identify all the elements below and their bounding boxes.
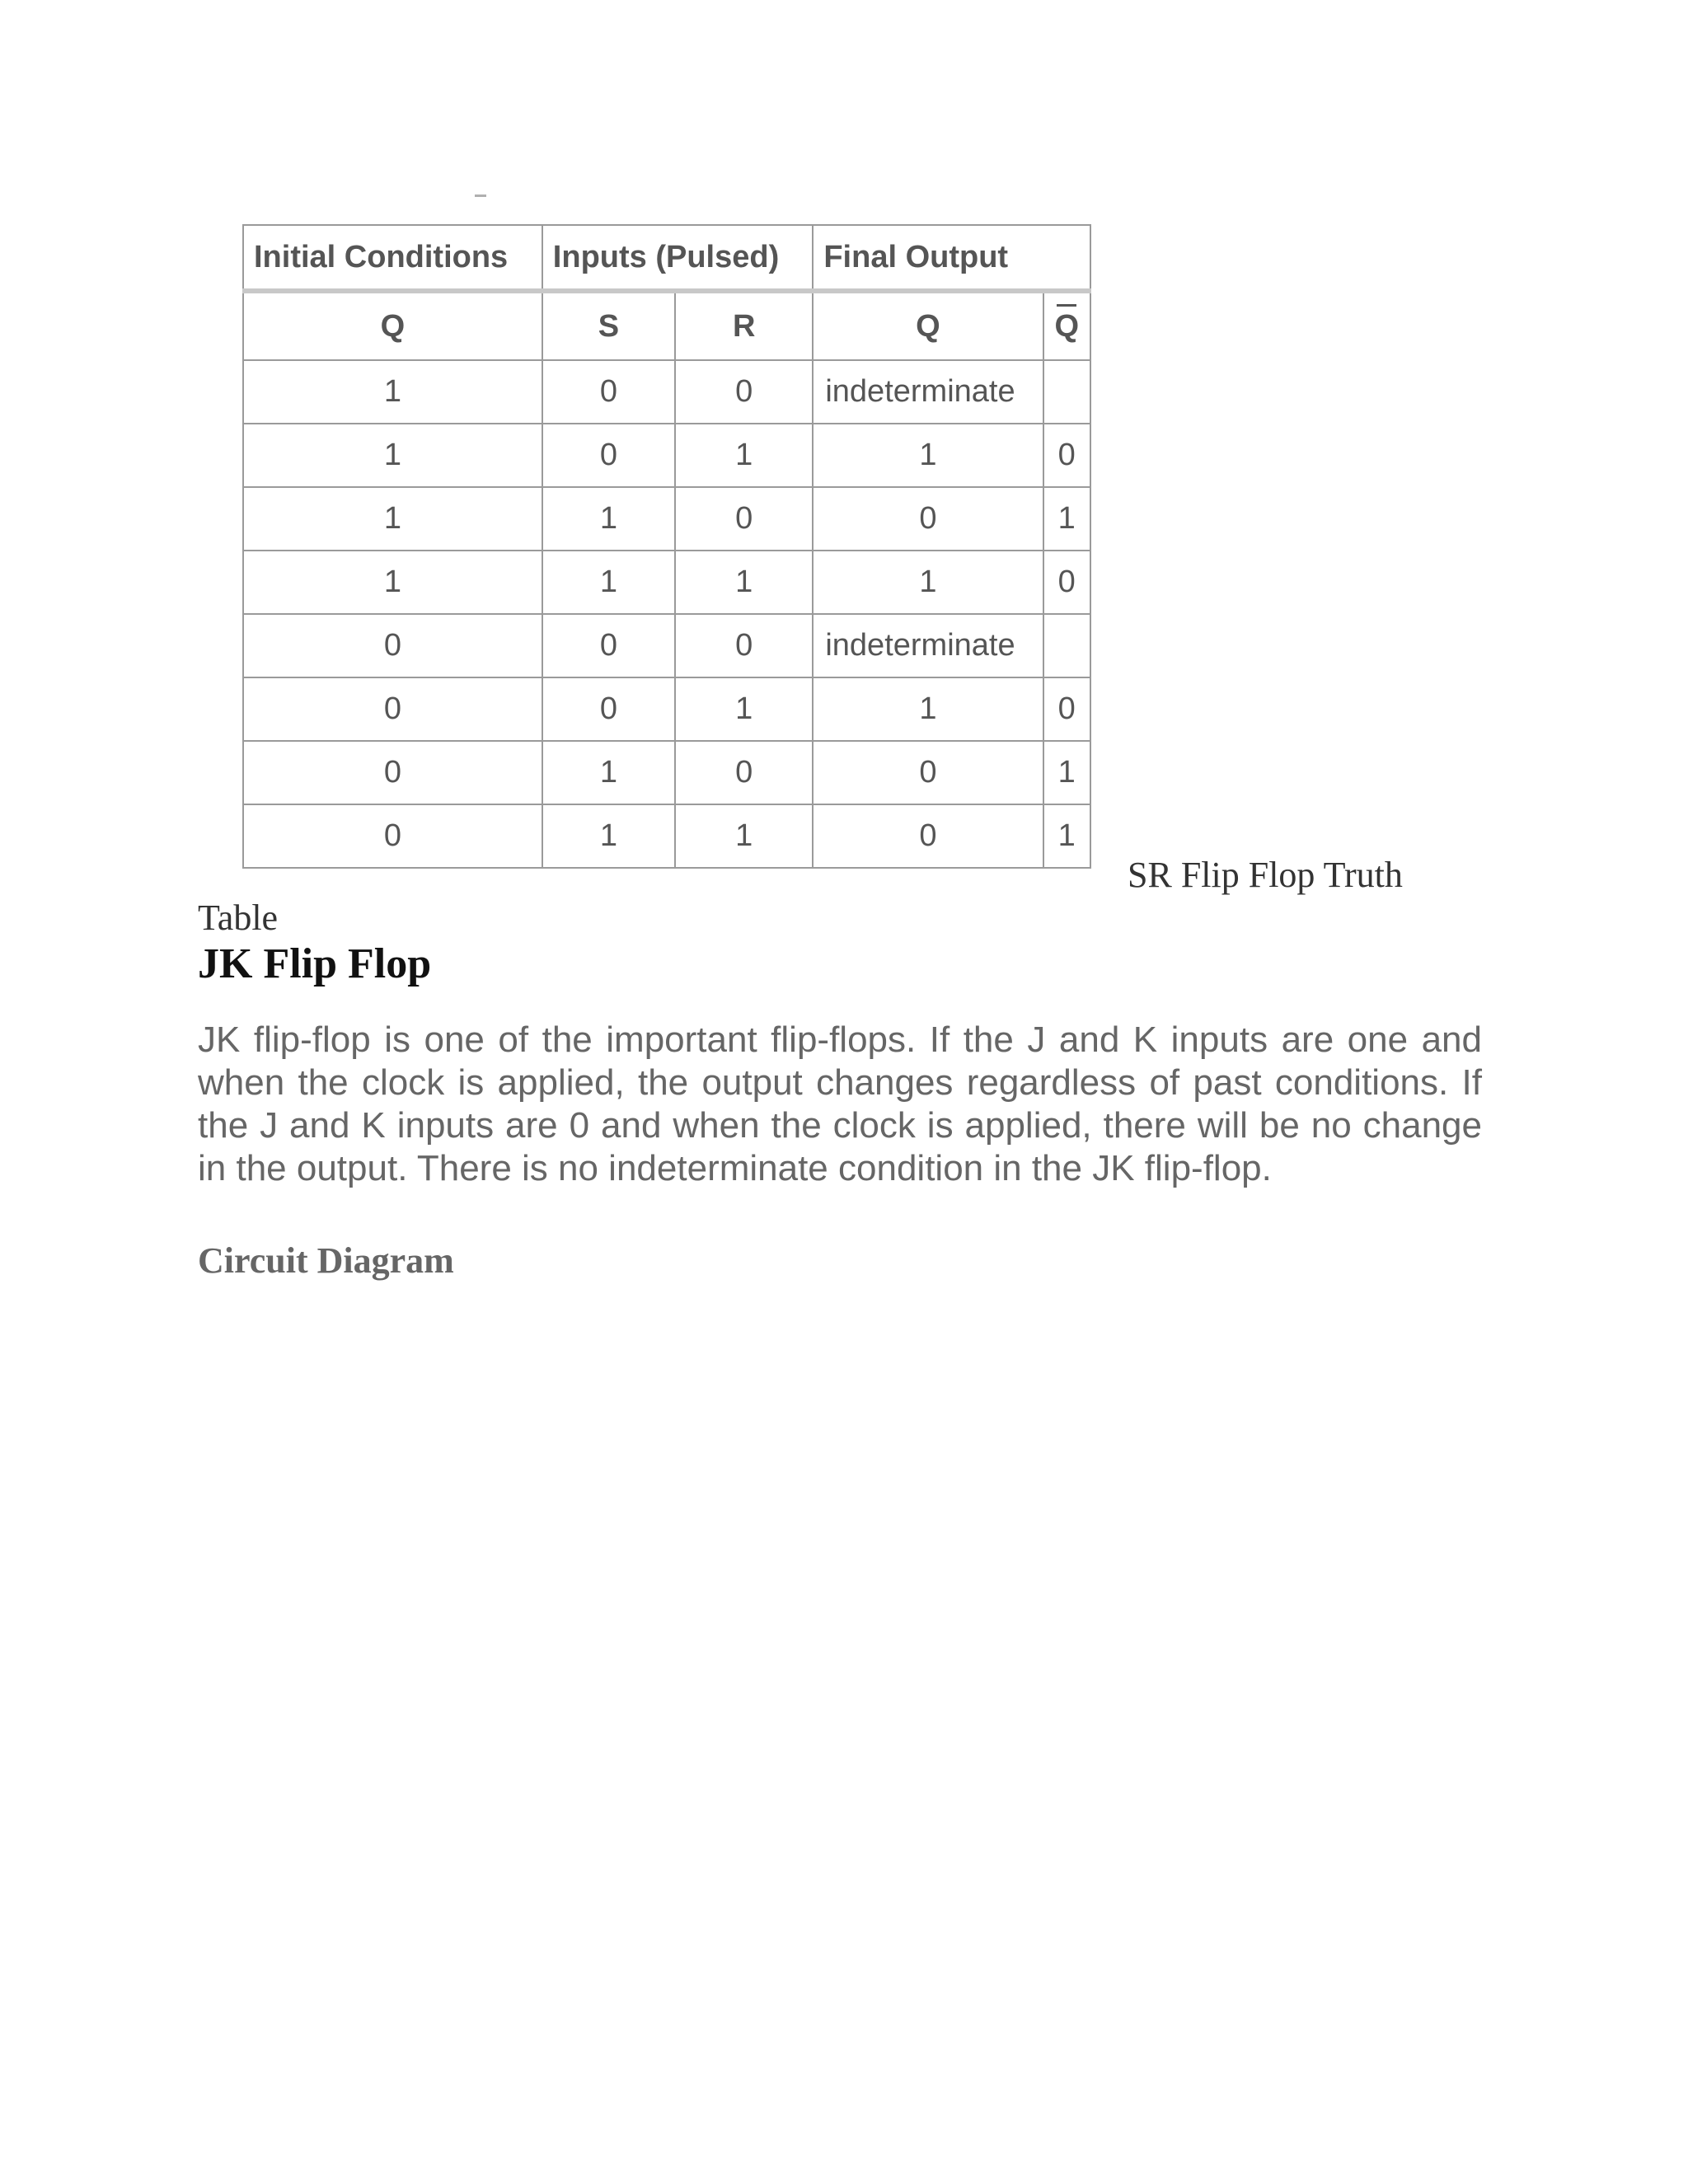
body-paragraph: JK flip-flop is one of the important flip-flops. If the J and K inputs are one and when the clock is applied, the output changes regardless of past conditions. If the J and K inputs are 0 and when the clock is applied, there will be no change in the output. There is no indeterminate condition in the JK flip-flop.: [198, 1019, 1482, 1188]
cell-s: 0: [542, 360, 675, 424]
cell-s: 1: [542, 551, 675, 614]
column-header-r: R: [675, 291, 813, 360]
cell-s: 0: [542, 424, 675, 487]
cell-initial-q: 0: [243, 804, 542, 868]
table-row: [243, 741, 1090, 804]
group-header-initial-conditions: Initial Conditions: [243, 225, 542, 291]
cell-final-q: 1: [813, 424, 1043, 487]
cell-final-q: 0: [813, 741, 1043, 804]
cell-s: 1: [542, 741, 675, 804]
cell-s: 1: [542, 487, 675, 551]
cell-final-q: 0: [813, 804, 1043, 868]
cell-q-bar: 1: [1043, 487, 1091, 551]
group-header-inputs: Inputs (Pulsed): [542, 225, 814, 291]
cell-r: 1: [675, 551, 813, 614]
sr-truth-table: [242, 224, 1091, 869]
cell-final-q: indeterminate: [813, 614, 1043, 677]
cell-s: 1: [542, 804, 675, 868]
section-heading: JK Flip Flop: [198, 940, 432, 987]
table-row: [243, 487, 1090, 551]
column-header-final-q: Q: [813, 291, 1043, 360]
table-row: [243, 360, 1090, 424]
table-row: [243, 551, 1090, 614]
cell-final-q: indeterminate: [813, 360, 1043, 424]
table-row: [243, 804, 1090, 868]
cell-r: 0: [675, 487, 813, 551]
column-header-q-bar: [1043, 291, 1091, 360]
table-row: [243, 614, 1090, 677]
cell-q-bar: 1: [1043, 741, 1091, 804]
table-row: [243, 424, 1090, 487]
cell-r: 1: [675, 804, 813, 868]
cell-initial-q: 1: [243, 487, 542, 551]
cell-r: 1: [675, 677, 813, 741]
table-caption-line-2: Table: [198, 898, 279, 938]
table-body: [243, 360, 1090, 868]
cell-q-bar: [1043, 360, 1091, 424]
cell-initial-q: 1: [243, 360, 542, 424]
cell-r: 0: [675, 741, 813, 804]
cell-initial-q: 0: [243, 677, 542, 741]
table-row: [243, 677, 1090, 741]
cell-initial-q: 1: [243, 551, 542, 614]
table-caption-line-1: SR Flip Flop Truth: [1128, 855, 1403, 895]
column-header-s: S: [542, 291, 675, 360]
cell-s: 0: [542, 677, 675, 741]
cell-initial-q: 0: [243, 614, 542, 677]
cell-initial-q: 1: [243, 424, 542, 487]
cell-final-q: 1: [813, 677, 1043, 741]
cell-initial-q: 0: [243, 741, 542, 804]
table-column-header-row: [243, 291, 1090, 360]
column-header-initial-q: Q: [243, 291, 542, 360]
cell-r: 0: [675, 614, 813, 677]
cell-q-bar: 0: [1043, 424, 1091, 487]
cell-r: 0: [675, 360, 813, 424]
cell-q-bar: 0: [1043, 677, 1091, 741]
cell-final-q: 1: [813, 551, 1043, 614]
cell-q-bar: [1043, 614, 1091, 677]
cell-r: 1: [675, 424, 813, 487]
cell-s: 0: [542, 614, 675, 677]
section-subheading: Circuit Diagram: [198, 1240, 454, 1281]
cell-final-q: 0: [813, 487, 1043, 551]
q-bar-label: Q: [1054, 308, 1080, 344]
cell-q-bar: 0: [1043, 551, 1091, 614]
cell-q-bar: 1: [1043, 804, 1091, 868]
table-group-header-row: [243, 225, 1090, 291]
group-header-final-output: Final Output: [813, 225, 1090, 291]
stray-mark: [475, 194, 486, 197]
